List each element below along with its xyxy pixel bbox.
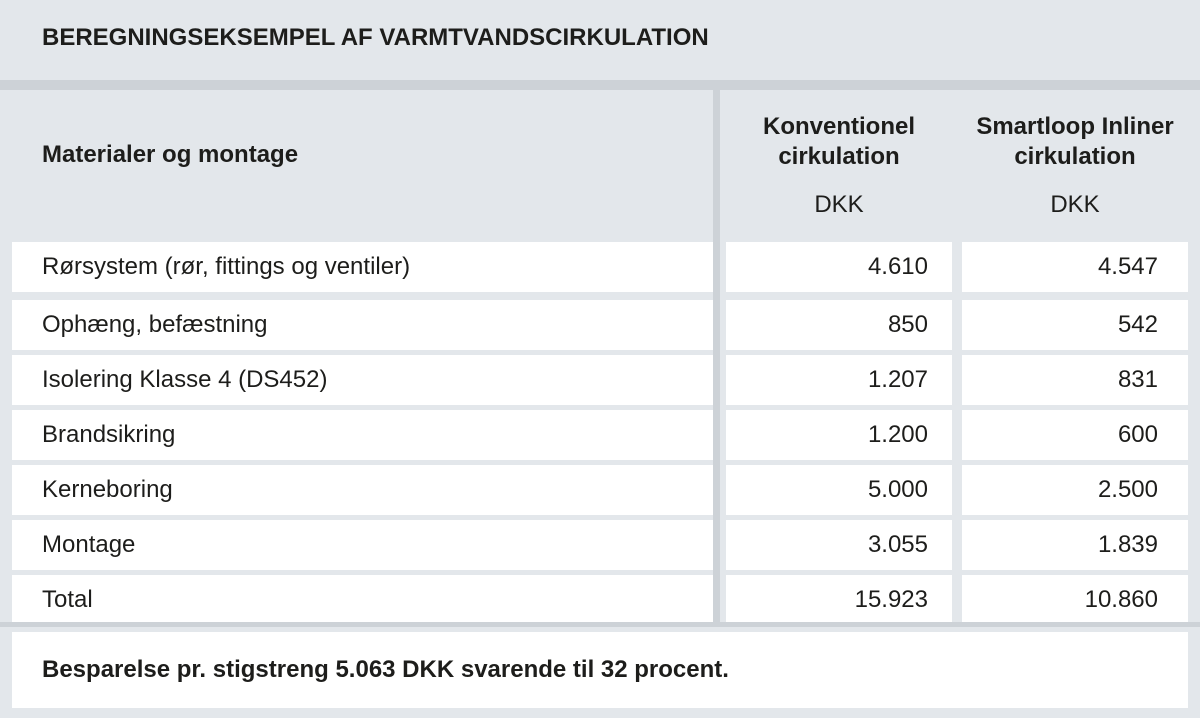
row-conventional-value: 5.000 [726, 465, 952, 515]
table-row [0, 300, 1200, 350]
table-row-total [0, 575, 1200, 625]
header-conventional-line2: cirkulation [778, 143, 900, 170]
row-conventional-value: 850 [726, 300, 952, 350]
savings-footer [12, 632, 1188, 708]
title-bar [0, 0, 1200, 80]
table-row [0, 465, 1200, 515]
header-smartloop [962, 112, 1188, 220]
row-conventional-value: 3.055 [726, 520, 952, 570]
row-smartloop-value: 4.547 [962, 242, 1188, 292]
header-conventional [726, 112, 952, 220]
row-label: Kerneboring [12, 465, 713, 515]
row-smartloop-value: 542 [962, 300, 1188, 350]
row-conventional-value: 4.610 [726, 242, 952, 292]
header-materials: Materialer og montage [42, 141, 299, 168]
row-conventional-value: 1.200 [726, 410, 952, 460]
row-conventional-value: 15.923 [726, 575, 952, 625]
row-label: Montage [12, 520, 713, 570]
header-conventional-line1: Konventionel [762, 113, 915, 140]
title-separator [0, 80, 1200, 90]
row-smartloop-value: 600 [962, 410, 1188, 460]
savings-text: Besparelse pr. stigstreng 5.063 DKK svarende til 32 procent. [42, 656, 729, 683]
table-row [0, 520, 1200, 570]
header-smartloop-line1: Smartloop Inliner [976, 113, 1174, 140]
footer-separator [0, 622, 1200, 627]
row-smartloop-value: 1.839 [962, 520, 1188, 570]
row-smartloop-value: 2.500 [962, 465, 1188, 515]
row-label: Ophæng, befæstning [12, 300, 713, 350]
table-row [0, 242, 1200, 292]
table-title: BEREGNINGSEKSEMPEL AF VARMTVANDSCIRKULATION [42, 24, 709, 51]
table-row [0, 355, 1200, 405]
row-label: Brandsikring [12, 410, 713, 460]
row-label: Isolering Klasse 4 (DS452) [12, 355, 713, 405]
row-conventional-value: 1.207 [726, 355, 952, 405]
header-smartloop-line2: cirkulation [1014, 143, 1136, 170]
table-row [0, 410, 1200, 460]
header-smartloop-unit: DKK [1050, 191, 1100, 218]
row-smartloop-value: 10.860 [962, 575, 1188, 625]
row-label: Rørsystem (rør, fittings og ventiler) [12, 242, 713, 292]
header-conventional-unit: DKK [814, 191, 864, 218]
row-smartloop-value: 831 [962, 355, 1188, 405]
row-label: Total [12, 575, 713, 625]
